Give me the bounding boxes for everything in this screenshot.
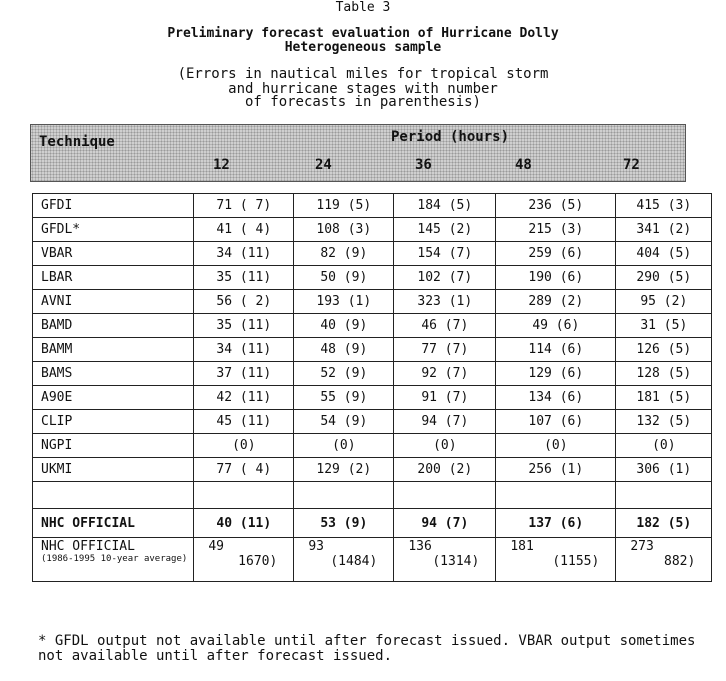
cell-48h: 215 (3) [496,218,616,242]
avg-error: 136 [408,539,432,554]
cell-36h: 323 (1) [394,290,496,314]
avg-error: 49 [208,539,224,554]
avg-error: 181 [510,539,534,554]
cell-72h: 132 (5) [616,410,712,434]
cell-72h [616,538,712,582]
cell-24h: 48 (9) [294,338,394,362]
table-title: Preliminary forecast evaluation of Hurricane Dolly [167,26,559,41]
cell-48h: 256 (1) [496,458,616,482]
cell-12h: 34 (11) [194,242,294,266]
table-row [33,242,712,266]
cell-36h [394,538,496,582]
cell-24h: 55 (9) [294,386,394,410]
table-row [33,362,712,386]
cell-24h: 119 (5) [294,194,394,218]
header-period-12: 12 [213,157,230,173]
blank-cell [33,482,194,509]
row-technique: GFDL* [33,218,194,242]
cell-72h: 341 (2) [616,218,712,242]
cell-72h: 306 (1) [616,458,712,482]
table-row [33,410,712,434]
table-row [33,290,712,314]
row-technique: GFDI [33,194,194,218]
cell-12h: 35 (11) [194,266,294,290]
average-row-label: NHC OFFICIAL [41,539,135,554]
row-technique [33,538,194,582]
header-technique: Technique [39,134,115,150]
table-row [33,314,712,338]
blank-cell [194,482,294,509]
table-subtitle: Heterogeneous sample [284,40,442,55]
table-row [33,338,712,362]
avg-error: 273 [630,539,654,554]
cell-12h: 37 (11) [194,362,294,386]
table-header [30,124,686,182]
cell-48h: 190 (6) [496,266,616,290]
row-technique: NHC OFFICIAL [33,509,194,538]
cell-48h [496,538,616,582]
cell-72h: 404 (5) [616,242,712,266]
blank-cell [294,482,394,509]
header-period-72: 72 [623,157,640,173]
cell-48h: 289 (2) [496,290,616,314]
cell-12h: (0) [194,434,294,458]
cell-36h: 154 (7) [394,242,496,266]
blank-cell [616,482,712,509]
cell-72h: 181 (5) [616,386,712,410]
cell-48h: 49 (6) [496,314,616,338]
cell-24h: 193 (1) [294,290,394,314]
cell-48h: 107 (6) [496,410,616,434]
cell-48h: 236 (5) [496,194,616,218]
cell-48h: 137 (6) [496,509,616,538]
cell-12h: 71 ( 7) [194,194,294,218]
table-row [33,266,712,290]
row-technique: AVNI [33,290,194,314]
table-row [33,458,712,482]
header-period-36: 36 [415,157,432,173]
cell-72h: 182 (5) [616,509,712,538]
row-technique: NGPI [33,434,194,458]
units-note-line-3: of forecasts in parenthesis) [244,94,481,110]
header-period-24: 24 [315,157,332,173]
cell-72h: 95 (2) [616,290,712,314]
cell-24h: 52 (9) [294,362,394,386]
cell-36h: 92 (7) [394,362,496,386]
cell-72h: 290 (5) [616,266,712,290]
cell-12h: 56 ( 2) [194,290,294,314]
row-technique: CLIP [33,410,194,434]
header-period-48: 48 [515,157,532,173]
row-technique: A90E [33,386,194,410]
cell-72h: 126 (5) [616,338,712,362]
row-technique: VBAR [33,242,194,266]
cell-36h: 184 (5) [394,194,496,218]
cell-24h [294,538,394,582]
cell-72h: 128 (5) [616,362,712,386]
cell-72h: (0) [616,434,712,458]
cell-36h: (0) [394,434,496,458]
row-technique: BAMS [33,362,194,386]
row-technique: BAMM [33,338,194,362]
cell-36h: 102 (7) [394,266,496,290]
official-average-row [33,538,712,582]
footnote: * GFDL output not available until after forecast issued. VBAR output sometimes not available until after forecast issued. [38,633,696,664]
cell-12h: 77 ( 4) [194,458,294,482]
cell-12h: 45 (11) [194,410,294,434]
cell-36h: 94 (7) [394,509,496,538]
blank-cell [394,482,496,509]
row-technique: LBAR [33,266,194,290]
cell-12h: 42 (11) [194,386,294,410]
cell-24h: 53 (9) [294,509,394,538]
avg-count: (1484) [330,554,378,569]
cell-24h: 82 (9) [294,242,394,266]
cell-24h: 40 (9) [294,314,394,338]
avg-count: 882) [664,554,696,569]
cell-12h: 35 (11) [194,314,294,338]
cell-12h [194,538,294,582]
avg-count: (1155) [552,554,600,569]
header-period: Period (hours) [391,129,510,145]
row-technique: UKMI [33,458,194,482]
table-label: Table 3 [335,0,391,15]
cell-48h: 134 (6) [496,386,616,410]
cell-36h: 46 (7) [394,314,496,338]
row-technique: BAMD [33,314,194,338]
blank-row [33,482,712,509]
cell-24h: 129 (2) [294,458,394,482]
cell-24h: 54 (9) [294,410,394,434]
cell-24h: (0) [294,434,394,458]
table-row [33,434,712,458]
cell-12h: 34 (11) [194,338,294,362]
cell-48h: 259 (6) [496,242,616,266]
cell-24h: 50 (9) [294,266,394,290]
cell-36h: 94 (7) [394,410,496,434]
cell-48h: 129 (6) [496,362,616,386]
units-note-line-1: (Errors in nautical miles for tropical storm [177,66,549,82]
units-note-line-2: and hurricane stages with number [228,81,498,97]
table-row [33,218,712,242]
cell-48h: (0) [496,434,616,458]
avg-error: 93 [308,539,324,554]
cell-12h: 40 (11) [194,509,294,538]
cell-12h: 41 ( 4) [194,218,294,242]
cell-36h: 77 (7) [394,338,496,362]
average-row-note: (1986-1995 10-year average) [41,554,188,564]
cell-48h: 114 (6) [496,338,616,362]
cell-72h: 31 (5) [616,314,712,338]
table-row [33,386,712,410]
cell-36h: 200 (2) [394,458,496,482]
cell-24h: 108 (3) [294,218,394,242]
avg-count: (1314) [432,554,480,569]
blank-cell [496,482,616,509]
cell-36h: 145 (2) [394,218,496,242]
cell-36h: 91 (7) [394,386,496,410]
avg-count: 1670) [238,554,278,569]
forecast-error-table [32,193,712,582]
official-row [33,509,712,538]
cell-72h: 415 (3) [616,194,712,218]
table-row [33,194,712,218]
